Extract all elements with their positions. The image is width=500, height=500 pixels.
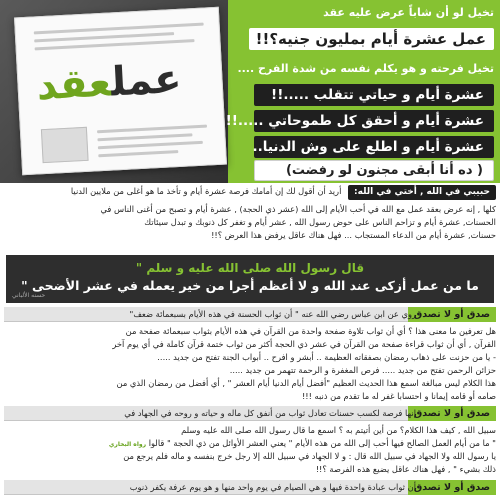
headline-line-7: ( ده أنا أبقى مجنون لو رفضت)	[254, 160, 494, 181]
section-3-headline: أن ثواب عبادة واحدة فيها و هي الصيام في يوم واحد منها و هو يوم عرفة يكفر ذنوب	[129, 482, 416, 492]
newspaper-line	[34, 23, 204, 35]
section-1-line-4: حزائن الرحمن تفتح من جديد ..... فرص المغفرة و الرحمة تتهمر من جديد .....	[229, 365, 496, 375]
section-1-headline: روي عن ابن عباس رضي الله عنه " أن ثواب الحسنة في هذه الأيام بسبعمائة ضعف"	[129, 309, 416, 319]
headline-line-3: تخيل فرحته و هو يكلم نفسه من شدة الفرح ....	[237, 62, 494, 75]
newspaper-illustration	[14, 7, 227, 176]
section-1-line-5: هذا الكلام ليس مبالغة اسمع هذا الحديث العظيم "أفضل أيام الدنيا أيام العشر " , أي أفضل من رمضان الذي من	[116, 378, 496, 388]
logo-word-rest: عمل	[109, 55, 183, 106]
section-1-line-1: هل تعرفين ما معنى هذا ؟ أي أن ثواب تلاوة صفحة واحدة من القرآن في هذه الأيام بثواب سبعمائة صفحة من	[125, 326, 496, 336]
headline-line-5: عشرة أيام و أحقق كل طموحاتي .....!!	[254, 110, 494, 132]
section-1-tag: صدق أو لا تصدق	[408, 307, 496, 322]
newspaper-photo-placeholder	[41, 127, 89, 163]
newspaper-line	[98, 150, 178, 157]
newspaper-line	[98, 141, 203, 149]
section-2-tag: صدق أو لا تصدق	[408, 406, 496, 421]
header-banner	[0, 0, 500, 183]
newspaper-line	[97, 133, 192, 141]
headline-line-1: تخيل لو أن شاباً عرض عليه عقد	[323, 6, 494, 19]
intro-line-3: الحسنات, عشرة أيام و تزاحم الناس على حوض رسول الله , عشر أيام و تغفر كل ذنوبك و تبدل سيئاتك	[144, 217, 496, 227]
section-2-line-2	[4, 437, 496, 451]
section-2-line-4: ذلك بشيء " , فهل هناك عاقل يضيع هذه الفرصة ؟!!	[315, 464, 496, 474]
hadith-text: ما من عمل أزكى عند الله و لا أعظم أجرا من خير يعمله في عشر الأضحى "	[21, 278, 479, 293]
intro-line-1	[4, 185, 496, 200]
section-1-line-2: القرآن , أي أن ثواب قراءة صفحة من القرآن في عشر ذي الحجة أكثر من ثواب ختمة قرآن كاملة في أي يوم آخر	[112, 339, 496, 349]
logo-word-accent: عقد	[35, 59, 113, 110]
hadith-reference: حسنه الألباني	[12, 292, 46, 299]
section-1-line-6: صامه أو قامه إيمانا و احتسابا غفر له ما تقدم من ذنبه !!!	[301, 391, 496, 401]
article-body	[0, 183, 500, 500]
section-2-line-2-text: " ما من أيام العمل الصالح فيها أحب إلى الله من هذه الأيام " يعني العشر الأوائل من ذي الحجة " قالوا	[148, 438, 496, 448]
hadith-intro: قال رسول الله صلى الله عليه و سلم "	[135, 261, 365, 275]
headline-line-2: عمل عشرة أيام بمليون جنيه؟!!	[249, 28, 494, 50]
headline-line-4: عشرة أيام و حياتي تتقلب .....!!	[254, 84, 494, 106]
section-3-tag: صدق أو لا تصدق	[408, 480, 496, 495]
newspaper-line	[97, 125, 207, 134]
intro-line-2: كلها , إنه عرض بعقد عمل مع الله في أحب الأيام إلى الله (عشر ذي الحجة) , عشرة أيام و تصبح من أغنى الناس في	[100, 204, 496, 214]
section-1-bar	[4, 307, 496, 322]
section-3-bar	[4, 480, 496, 495]
headline-line-6: عشرة أيام و اطلع على وش الدنيا..	[254, 136, 494, 158]
intro-line-4: حسنات, عشرة أيام من الدعاء المستجاب ... فهل هناك عاقل يرفض هذا العرض ؟!!	[211, 230, 496, 240]
section-2-line-1: سبيل الله , كيف هذا الكلام؟ من أين أتيتم به ؟ اسمع ما قال رسول الله صلى الله عليه وسلم	[181, 425, 496, 435]
hadith-quote-box	[6, 255, 494, 303]
section-1-line-3: - يا من حزنت على ذهاب رمضان بصفقاته العظيمة .. أبشر و افرح .. أبواب الجنة تفتح من جديد .....	[157, 352, 496, 362]
intro-text: أريد أن أقول لك إن أمامك فرصة عشرة أيام و تأخذ ما هو أغلى من ملايين الدنيا	[70, 186, 342, 196]
section-2-bar	[4, 406, 496, 421]
intro-pill: حبيبي في الله , أختي في الله:	[348, 185, 496, 200]
newspaper-logo	[35, 56, 182, 110]
section-2-headline: إنها فرصة لكسب حسنات تعادل ثواب من أنفق كل ماله و حياته و روحه في الجهاد في	[124, 408, 416, 418]
section-2-line-3: يا رسول الله ولا الجهاد في سبيل الله قال : و لا الجهاد في سبيل الله إلا رجل خرج بنفسه و ماله فلم يرجع من	[123, 451, 496, 461]
section-2-reference: رواه البخاري	[108, 441, 147, 448]
